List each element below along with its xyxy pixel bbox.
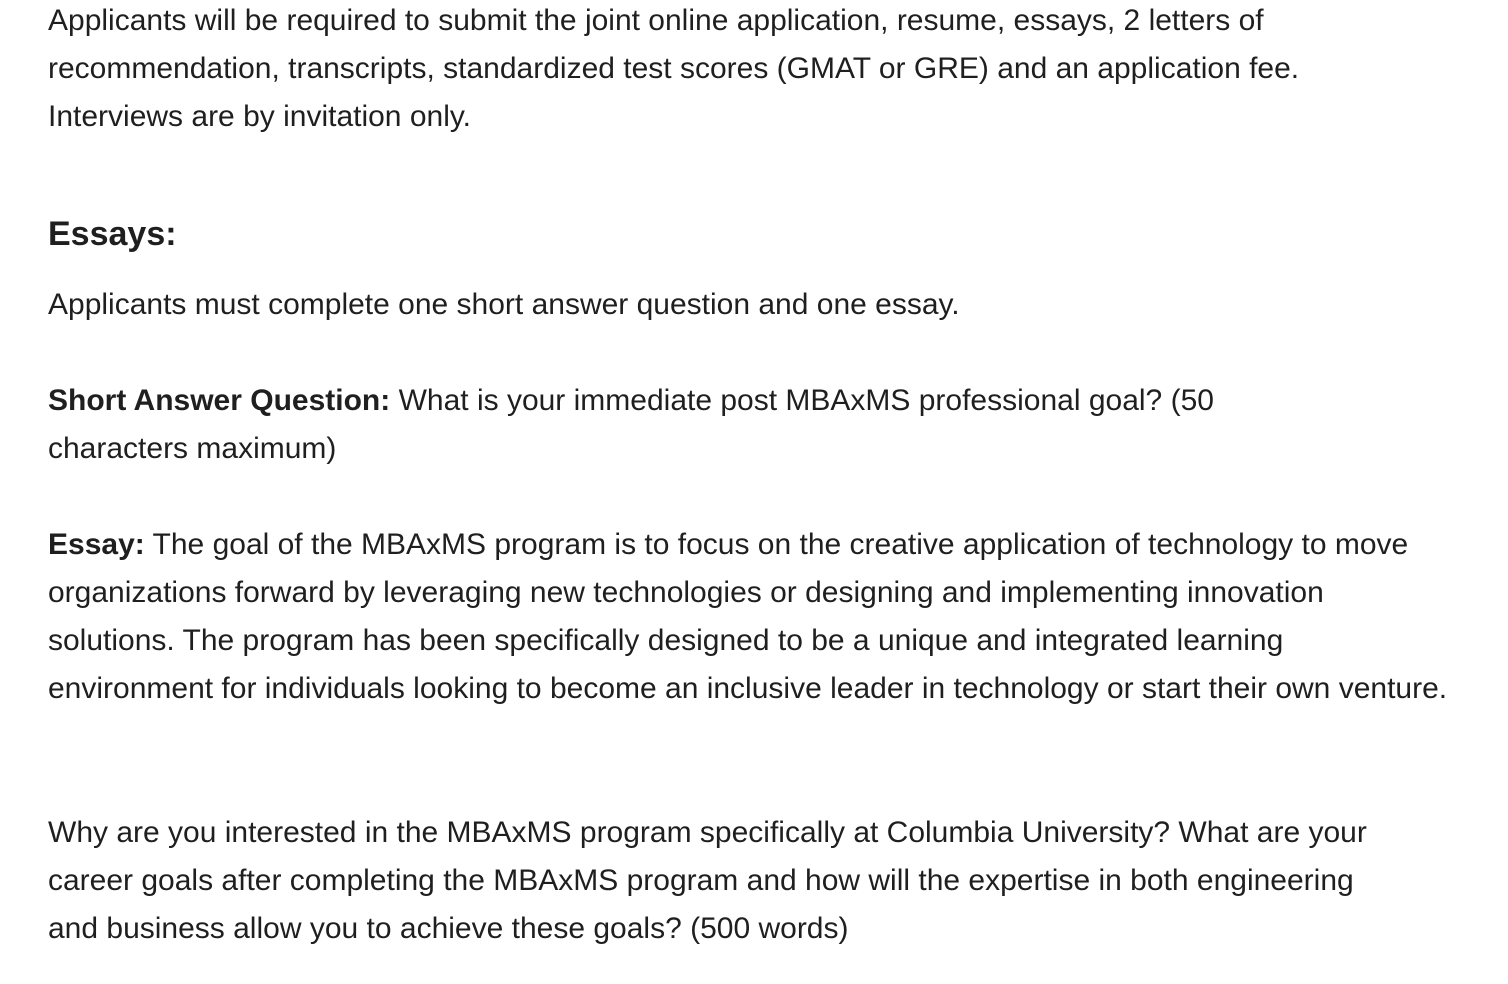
short-answer-paragraph [48,377,1348,473]
short-answer-text: What is your immediate post MBAxMS professional goal? (50 characters maximum) [48,384,1214,465]
essay-paragraph [48,521,1448,713]
requirement-paragraph: Applicants must complete one short answer question and one essay. [48,288,960,321]
essays-heading: Essays: [48,215,177,253]
short-answer-label: Short Answer Question: [48,384,391,417]
essay-label: Essay: [48,528,145,561]
essay-text: The goal of the MBAxMS program is to focus on the creative application of technology to move organizations forward by leveraging new technologies or designing and implementing innovation solutions. The program has been specifically designed to be a unique and integrated learning environment for individuals looking to become an inclusive leader in technology or start their own venture. [48,528,1448,705]
intro-paragraph: Applicants will be required to submit the joint online application, resume, essays, 2 letters of recommendation, transcripts, standardized test scores (GMAT or GRE) and an application fee. Interviews are by invitation only. [48,4,1300,133]
essay-prompt-paragraph: Why are you interested in the MBAxMS program specifically at Columbia University? What are your career goals after completing the MBAxMS program and how will the expertise in both engineering and business allow you to achieve these goals? (500 words) [48,816,1367,945]
